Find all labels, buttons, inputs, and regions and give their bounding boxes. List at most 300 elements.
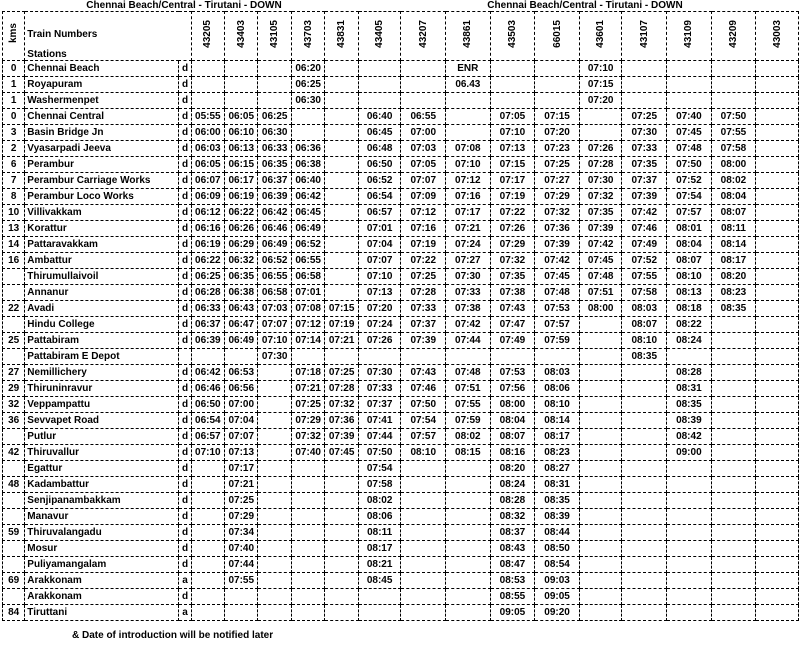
station-name: Ambattur bbox=[25, 253, 179, 269]
time-cell bbox=[446, 557, 491, 573]
station-name: Korattur bbox=[25, 221, 179, 237]
time-cell bbox=[711, 461, 756, 477]
time-cell bbox=[258, 77, 291, 93]
time-cell: 07:22 bbox=[401, 253, 446, 269]
time-cell bbox=[667, 461, 712, 477]
time-cell: 07:10 bbox=[258, 333, 291, 349]
time-cell bbox=[756, 205, 799, 221]
time-cell: 09:05 bbox=[490, 605, 535, 621]
time-cell: 07:25 bbox=[401, 269, 446, 285]
time-cell: 07:39 bbox=[579, 221, 622, 237]
time-cell bbox=[622, 365, 667, 381]
time-cell bbox=[258, 381, 291, 397]
time-cell: 07:12 bbox=[291, 317, 324, 333]
time-cell bbox=[258, 461, 291, 477]
time-cell bbox=[325, 173, 358, 189]
time-cell: 07:15 bbox=[535, 109, 580, 125]
time-cell: 06:17 bbox=[225, 173, 258, 189]
time-cell bbox=[191, 525, 224, 541]
time-cell: 07:52 bbox=[667, 173, 712, 189]
time-cell bbox=[579, 557, 622, 573]
station-row bbox=[3, 541, 799, 557]
time-cell: 07:03 bbox=[401, 141, 446, 157]
time-cell: 06:38 bbox=[291, 157, 324, 173]
km-cell: 13 bbox=[3, 221, 25, 237]
station-row bbox=[3, 317, 799, 333]
station-name: Annanur bbox=[25, 285, 179, 301]
time-cell bbox=[579, 349, 622, 365]
time-cell: 06:52 bbox=[258, 253, 291, 269]
time-cell bbox=[191, 605, 224, 621]
train-number-header bbox=[535, 12, 580, 61]
time-cell: ENR bbox=[446, 61, 491, 77]
time-cell bbox=[579, 333, 622, 349]
time-cell: 07:39 bbox=[535, 237, 580, 253]
time-cell: 08:07 bbox=[622, 317, 667, 333]
train-number: 66015 bbox=[551, 19, 563, 48]
time-cell: 07:01 bbox=[291, 285, 324, 301]
time-cell: 07:50 bbox=[711, 109, 756, 125]
time-cell: 06:42 bbox=[258, 205, 291, 221]
time-cell: 07:20 bbox=[358, 301, 401, 317]
time-cell: 07:37 bbox=[622, 173, 667, 189]
arrival-departure-flag: d bbox=[179, 445, 191, 461]
time-cell bbox=[756, 509, 799, 525]
timetable-title-left: Chennai Beach/Central - Tirutani - DOWN bbox=[86, 0, 282, 11]
time-cell: 07:13 bbox=[490, 141, 535, 157]
station-row bbox=[3, 253, 799, 269]
station-name: Royapuram bbox=[25, 77, 179, 93]
time-cell: 07:27 bbox=[535, 173, 580, 189]
time-cell: 09:03 bbox=[535, 573, 580, 589]
time-cell: 06:22 bbox=[191, 253, 224, 269]
station-name: Tiruttani bbox=[25, 605, 179, 621]
time-cell: 06:49 bbox=[225, 333, 258, 349]
time-cell: 06:55 bbox=[291, 253, 324, 269]
time-cell: 08:00 bbox=[711, 157, 756, 173]
station-row bbox=[3, 493, 799, 509]
station-row bbox=[3, 605, 799, 621]
time-cell: 08:39 bbox=[667, 413, 712, 429]
time-cell bbox=[711, 317, 756, 333]
station-row bbox=[3, 285, 799, 301]
time-cell: 07:56 bbox=[490, 381, 535, 397]
station-name: Egattur bbox=[25, 461, 179, 477]
train-number: 43105 bbox=[269, 19, 281, 48]
time-cell bbox=[667, 557, 712, 573]
time-cell bbox=[756, 221, 799, 237]
time-cell bbox=[711, 557, 756, 573]
time-cell bbox=[756, 77, 799, 93]
time-cell: 06:20 bbox=[291, 61, 324, 77]
train-numbers-label: Train Numbers bbox=[27, 29, 98, 40]
time-cell bbox=[325, 493, 358, 509]
station-row bbox=[3, 205, 799, 221]
time-cell: 06:12 bbox=[191, 205, 224, 221]
time-cell: 06:57 bbox=[191, 429, 224, 445]
time-cell: 07:35 bbox=[490, 269, 535, 285]
time-cell: 07:37 bbox=[401, 317, 446, 333]
time-cell: 08:11 bbox=[358, 525, 401, 541]
time-cell bbox=[291, 605, 324, 621]
time-cell: 07:25 bbox=[291, 397, 324, 413]
time-cell bbox=[325, 189, 358, 205]
time-cell bbox=[667, 605, 712, 621]
time-cell: 07:54 bbox=[358, 461, 401, 477]
time-cell bbox=[401, 589, 446, 605]
station-name: Villivakkam bbox=[25, 205, 179, 221]
km-cell: 0 bbox=[3, 61, 25, 77]
time-cell: 09:20 bbox=[535, 605, 580, 621]
time-cell: 06:49 bbox=[291, 221, 324, 237]
time-cell: 07:00 bbox=[401, 125, 446, 141]
time-cell: 08:35 bbox=[667, 397, 712, 413]
time-cell bbox=[325, 61, 358, 77]
time-cell: 07:32 bbox=[535, 205, 580, 221]
station-name: Washermenpet bbox=[25, 93, 179, 109]
time-cell: 07:32 bbox=[291, 429, 324, 445]
time-cell bbox=[258, 445, 291, 461]
time-cell bbox=[291, 557, 324, 573]
time-cell: 08:07 bbox=[490, 429, 535, 445]
time-cell: 07:04 bbox=[225, 413, 258, 429]
time-cell: 07:35 bbox=[579, 205, 622, 221]
time-cell bbox=[258, 61, 291, 77]
station-row bbox=[3, 237, 799, 253]
time-cell: 06:30 bbox=[258, 125, 291, 141]
station-row bbox=[3, 589, 799, 605]
time-cell: 06:50 bbox=[191, 397, 224, 413]
km-cell: 0 bbox=[3, 109, 25, 125]
time-cell bbox=[535, 61, 580, 77]
train-number-header bbox=[225, 12, 258, 61]
train-number-header bbox=[622, 12, 667, 61]
time-cell: 06:46 bbox=[258, 221, 291, 237]
time-cell: 07:10 bbox=[191, 445, 224, 461]
time-cell: 07:34 bbox=[225, 525, 258, 541]
time-cell bbox=[291, 477, 324, 493]
time-cell: 07:15 bbox=[579, 77, 622, 93]
train-number: 43405 bbox=[374, 19, 386, 48]
time-cell bbox=[401, 573, 446, 589]
time-cell: 07:59 bbox=[446, 413, 491, 429]
time-cell: 08:07 bbox=[711, 205, 756, 221]
time-cell: 07:55 bbox=[446, 397, 491, 413]
time-cell: 07:53 bbox=[535, 301, 580, 317]
time-cell bbox=[291, 525, 324, 541]
time-cell: 07:08 bbox=[446, 141, 491, 157]
arrival-departure-flag: d bbox=[179, 493, 191, 509]
time-cell bbox=[401, 349, 446, 365]
time-cell bbox=[490, 77, 535, 93]
time-cell bbox=[667, 493, 712, 509]
time-cell bbox=[579, 541, 622, 557]
time-cell: 06:48 bbox=[358, 141, 401, 157]
time-cell: 06:29 bbox=[225, 237, 258, 253]
time-cell: 06:52 bbox=[358, 173, 401, 189]
km-cell bbox=[3, 429, 25, 445]
time-cell bbox=[191, 93, 224, 109]
arrival-departure-flag: d bbox=[179, 477, 191, 493]
station-name: Avadi bbox=[25, 301, 179, 317]
arrival-departure-flag: d bbox=[179, 317, 191, 333]
time-cell: 06:52 bbox=[291, 237, 324, 253]
time-cell: 07:28 bbox=[579, 157, 622, 173]
station-name: Arakkonam bbox=[25, 589, 179, 605]
time-cell: 07:58 bbox=[711, 141, 756, 157]
time-cell bbox=[401, 77, 446, 93]
time-cell bbox=[225, 605, 258, 621]
station-row bbox=[3, 189, 799, 205]
time-cell bbox=[258, 413, 291, 429]
station-name: Thirumullaivoil bbox=[25, 269, 179, 285]
time-cell: 08:21 bbox=[358, 557, 401, 573]
time-cell: 05:55 bbox=[191, 109, 224, 125]
arrival-departure-flag: d bbox=[179, 237, 191, 253]
time-cell: 07:30 bbox=[358, 365, 401, 381]
time-cell bbox=[711, 93, 756, 109]
time-cell: 06:58 bbox=[258, 285, 291, 301]
km-cell bbox=[3, 557, 25, 573]
time-cell bbox=[622, 413, 667, 429]
km-cell bbox=[3, 509, 25, 525]
time-cell bbox=[358, 77, 401, 93]
train-number-header bbox=[401, 12, 446, 61]
time-cell: 07:19 bbox=[490, 189, 535, 205]
station-name: Mosur bbox=[25, 541, 179, 557]
train-number-header bbox=[490, 12, 535, 61]
time-cell: 06:07 bbox=[191, 173, 224, 189]
time-cell bbox=[258, 509, 291, 525]
time-cell bbox=[622, 605, 667, 621]
time-cell bbox=[446, 109, 491, 125]
time-cell: 07:25 bbox=[325, 365, 358, 381]
station-name: Senjipanambakkam bbox=[25, 493, 179, 509]
train-number-header bbox=[579, 12, 622, 61]
arrival-departure-flag: d bbox=[179, 205, 191, 221]
time-cell: 07:50 bbox=[667, 157, 712, 173]
time-cell: 07:43 bbox=[401, 365, 446, 381]
time-cell bbox=[191, 461, 224, 477]
time-cell bbox=[325, 157, 358, 173]
time-cell bbox=[291, 589, 324, 605]
time-cell bbox=[446, 605, 491, 621]
time-cell: 07:29 bbox=[535, 189, 580, 205]
time-cell: 07:49 bbox=[490, 333, 535, 349]
arrival-departure-flag bbox=[179, 349, 191, 365]
time-cell bbox=[622, 61, 667, 77]
train-number-header-row bbox=[3, 12, 799, 61]
time-cell bbox=[401, 509, 446, 525]
time-cell bbox=[325, 205, 358, 221]
station-name: Manavur bbox=[25, 509, 179, 525]
km-cell: 14 bbox=[3, 237, 25, 253]
time-cell bbox=[711, 493, 756, 509]
time-cell: 07:40 bbox=[225, 541, 258, 557]
time-cell: 07:14 bbox=[291, 333, 324, 349]
station-name: Chennai Beach bbox=[25, 61, 179, 77]
station-name: Thiruninravur bbox=[25, 381, 179, 397]
arrival-departure-flag: d bbox=[179, 285, 191, 301]
station-name: Kadambattur bbox=[25, 477, 179, 493]
time-cell: 07:21 bbox=[225, 477, 258, 493]
time-cell bbox=[401, 541, 446, 557]
time-cell bbox=[622, 573, 667, 589]
time-cell bbox=[401, 477, 446, 493]
train-number: 43831 bbox=[336, 19, 348, 48]
time-cell bbox=[291, 541, 324, 557]
time-cell bbox=[225, 589, 258, 605]
time-cell bbox=[579, 381, 622, 397]
time-cell bbox=[191, 77, 224, 93]
station-row bbox=[3, 349, 799, 365]
time-cell: 07:42 bbox=[622, 205, 667, 221]
time-cell: 08:00 bbox=[579, 301, 622, 317]
km-cell: 16 bbox=[3, 253, 25, 269]
time-cell bbox=[446, 589, 491, 605]
time-cell: 08:14 bbox=[535, 413, 580, 429]
time-cell: 07:54 bbox=[667, 189, 712, 205]
time-cell: 07:30 bbox=[258, 349, 291, 365]
time-cell bbox=[401, 61, 446, 77]
time-cell bbox=[622, 557, 667, 573]
time-cell bbox=[358, 605, 401, 621]
time-cell: 07:39 bbox=[401, 333, 446, 349]
time-cell bbox=[756, 269, 799, 285]
time-cell: 07:43 bbox=[490, 301, 535, 317]
time-cell: 06:42 bbox=[191, 365, 224, 381]
time-cell bbox=[401, 605, 446, 621]
time-cell: 06:43 bbox=[225, 301, 258, 317]
station-row bbox=[3, 381, 799, 397]
time-cell bbox=[711, 589, 756, 605]
time-cell bbox=[756, 173, 799, 189]
time-cell: 07:26 bbox=[579, 141, 622, 157]
arrival-departure-flag: d bbox=[179, 333, 191, 349]
time-cell bbox=[191, 61, 224, 77]
time-cell bbox=[535, 349, 580, 365]
time-cell: 07:45 bbox=[325, 445, 358, 461]
time-cell bbox=[325, 349, 358, 365]
time-cell: 06:40 bbox=[358, 109, 401, 125]
time-cell bbox=[756, 317, 799, 333]
time-cell: 08:35 bbox=[622, 349, 667, 365]
timetable-table bbox=[2, 11, 799, 621]
time-cell bbox=[711, 509, 756, 525]
time-cell bbox=[291, 125, 324, 141]
time-cell: 08:35 bbox=[535, 493, 580, 509]
arrival-departure-flag: d bbox=[179, 173, 191, 189]
time-cell bbox=[711, 77, 756, 93]
time-cell bbox=[291, 509, 324, 525]
time-cell: 06:35 bbox=[225, 269, 258, 285]
time-cell: 08:07 bbox=[667, 253, 712, 269]
time-cell bbox=[622, 525, 667, 541]
time-cell bbox=[191, 557, 224, 573]
time-cell bbox=[579, 317, 622, 333]
time-cell bbox=[325, 573, 358, 589]
time-cell bbox=[446, 541, 491, 557]
time-cell: 06:39 bbox=[258, 189, 291, 205]
km-cell: 7 bbox=[3, 173, 25, 189]
time-cell bbox=[667, 509, 712, 525]
time-cell: 07:46 bbox=[622, 221, 667, 237]
time-cell: 07:10 bbox=[490, 125, 535, 141]
time-cell bbox=[446, 93, 491, 109]
time-cell bbox=[325, 509, 358, 525]
time-cell bbox=[258, 365, 291, 381]
time-cell: 07:57 bbox=[401, 429, 446, 445]
time-cell: 07:26 bbox=[358, 333, 401, 349]
time-cell bbox=[258, 397, 291, 413]
time-cell bbox=[291, 573, 324, 589]
time-cell bbox=[446, 509, 491, 525]
arrival-departure-flag: a bbox=[179, 573, 191, 589]
time-cell bbox=[358, 93, 401, 109]
time-cell: 06:40 bbox=[291, 173, 324, 189]
time-cell: 07:01 bbox=[358, 221, 401, 237]
time-cell bbox=[756, 301, 799, 317]
time-cell bbox=[325, 125, 358, 141]
time-cell bbox=[711, 445, 756, 461]
time-cell: 07:33 bbox=[401, 301, 446, 317]
km-cell bbox=[3, 541, 25, 557]
time-cell bbox=[756, 253, 799, 269]
time-cell bbox=[579, 365, 622, 381]
station-row bbox=[3, 301, 799, 317]
time-cell bbox=[756, 157, 799, 173]
train-number: 43703 bbox=[302, 19, 314, 48]
time-cell bbox=[622, 429, 667, 445]
time-cell: 07:13 bbox=[358, 285, 401, 301]
time-cell: 07:12 bbox=[401, 205, 446, 221]
time-cell: 08:23 bbox=[711, 285, 756, 301]
time-cell: 07:46 bbox=[401, 381, 446, 397]
arrival-departure-flag: d bbox=[179, 461, 191, 477]
time-cell: 07:16 bbox=[401, 221, 446, 237]
time-cell bbox=[667, 349, 712, 365]
train-numbers-header bbox=[25, 12, 191, 61]
timetable-title-right: Chennai Beach/Central - Tirutani - DOWN bbox=[487, 0, 683, 11]
km-cell bbox=[3, 317, 25, 333]
time-cell: 06:54 bbox=[191, 413, 224, 429]
time-cell: 06:38 bbox=[225, 285, 258, 301]
time-cell: 06:15 bbox=[225, 157, 258, 173]
time-cell bbox=[756, 573, 799, 589]
time-cell bbox=[667, 93, 712, 109]
time-cell: 06:46 bbox=[191, 381, 224, 397]
time-cell bbox=[711, 605, 756, 621]
km-cell: 27 bbox=[3, 365, 25, 381]
train-number-header bbox=[291, 12, 324, 61]
station-row bbox=[3, 141, 799, 157]
time-cell bbox=[490, 93, 535, 109]
time-cell bbox=[622, 509, 667, 525]
time-cell: 06:25 bbox=[258, 109, 291, 125]
time-cell bbox=[756, 413, 799, 429]
time-cell: 07:55 bbox=[711, 125, 756, 141]
arrival-departure-flag: d bbox=[179, 141, 191, 157]
time-cell bbox=[756, 237, 799, 253]
km-cell: 8 bbox=[3, 189, 25, 205]
time-cell bbox=[325, 557, 358, 573]
time-cell: 06:56 bbox=[225, 381, 258, 397]
time-cell: 07:50 bbox=[358, 445, 401, 461]
station-row bbox=[3, 477, 799, 493]
time-cell: 08:20 bbox=[490, 461, 535, 477]
arrival-departure-flag: d bbox=[179, 253, 191, 269]
time-cell bbox=[225, 349, 258, 365]
